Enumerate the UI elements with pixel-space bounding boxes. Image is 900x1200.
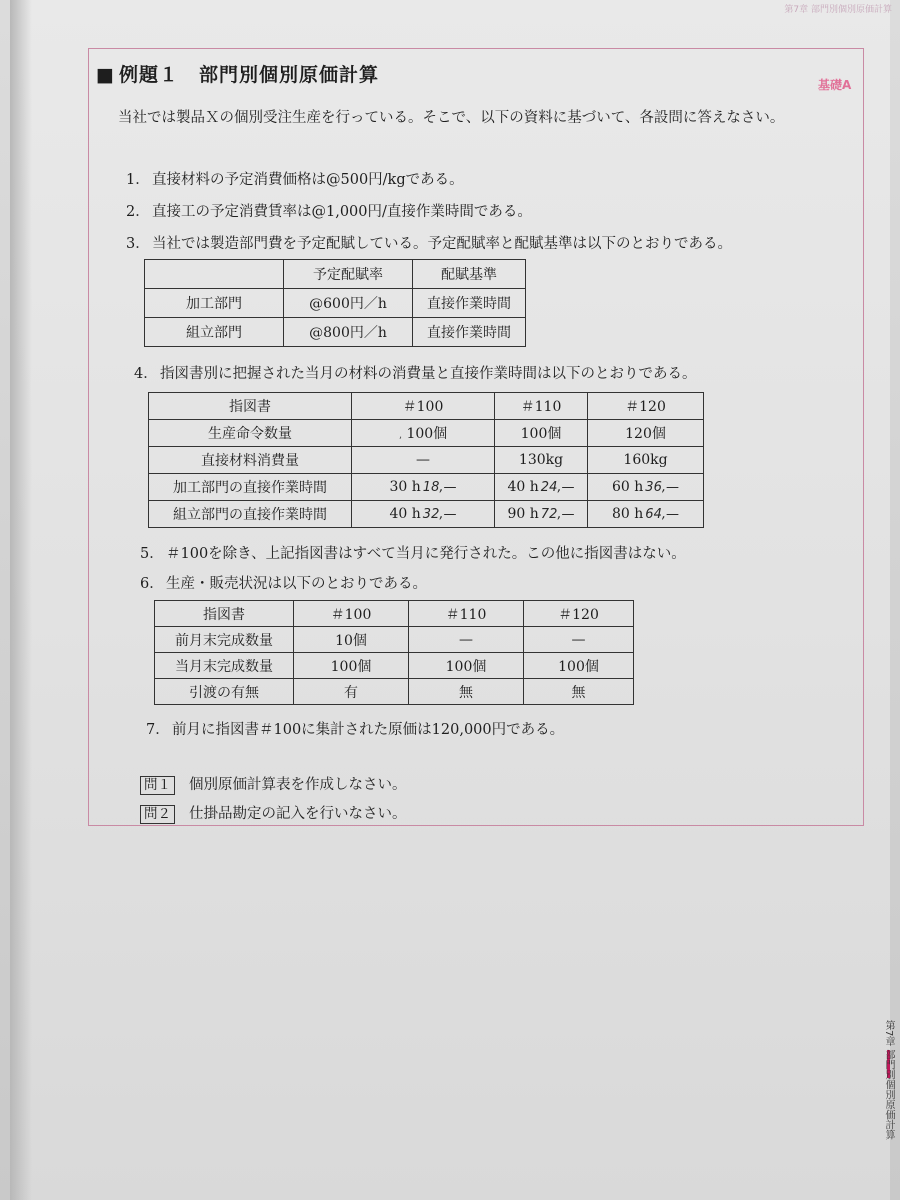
table-row: 直接材料消費量 — 130kg 160kg xyxy=(149,447,704,474)
table-row: 当月末完成数量 100個 100個 100個 xyxy=(155,653,634,679)
question-label-box: 問１ xyxy=(140,776,175,795)
table-header-row: 指図書 ＃100 ＃110 ＃120 xyxy=(149,393,704,420)
table-row: 引渡の有無 有 無 無 xyxy=(155,679,634,705)
square-marker-icon: ■ xyxy=(96,64,115,86)
item-5: 5． ＃100を除き、上記指図書はすべて当月に発行された。この他に指図書はない。 xyxy=(140,546,686,562)
question-1: 問１ 個別原価計算表を作成しなさい。 xyxy=(140,773,407,795)
side-chapter-label: 第7章 部門別個別原価計算 xyxy=(883,1020,894,1140)
running-head: 第7章 部門別個別原価計算 xyxy=(784,5,892,15)
handwritten-note: 24,— xyxy=(540,480,575,495)
table-row: 組立部門 @800円／h 直接作業時間 xyxy=(145,318,526,347)
question-2: 問２ 仕掛品勘定の記入を行いなさい。 xyxy=(140,802,407,824)
example-title xyxy=(96,60,379,87)
table-row: 生産命令数量 , 100個 100個 120個 xyxy=(149,420,704,447)
item-1: 1． 直接材料の予定消費価格は@500円/kgである。 xyxy=(126,172,464,188)
item-3: 3． 当社では製造部門費を予定配賦している。予定配賦率と配賦基準は以下のとおりである。 xyxy=(126,236,732,252)
item-7: 7． 前月に指図書＃100に集計された原価は120,000円である。 xyxy=(146,722,565,738)
table-row: 前月末完成数量 10個 — — xyxy=(155,627,634,653)
item-4: 4． 指図書別に把握された当月の材料の消費量と直接作業時間は以下のとおりである。 xyxy=(134,366,697,382)
intro-text: 当社では製品Ｘの個別受注生産を行っている。そこで、以下の資料に基づいて、各設問に答えなさい。 xyxy=(118,110,785,126)
handwritten-note: 18,— xyxy=(422,480,457,495)
handwritten-note: 72,— xyxy=(540,507,575,522)
table-row: 組立部門の直接作業時間 40 h 32,— 90 h 72,— 80 h 64,— xyxy=(149,501,704,528)
handwritten-note: 36,— xyxy=(645,480,679,495)
level-badge: 基礎A xyxy=(818,78,852,92)
table-row: 加工部門の直接作業時間 30 h 18,— 40 h 24,— 60 h 36,— xyxy=(149,474,704,501)
item-2: 2． 直接工の予定消費賃率は@1,000円/直接作業時間である。 xyxy=(126,204,532,220)
item-6: 6． 生産・販売状況は以下のとおりである。 xyxy=(140,576,427,592)
spine-shadow xyxy=(10,0,32,1200)
allocation-rate-table xyxy=(144,259,526,347)
handwritten-note: 64,— xyxy=(645,507,679,522)
handwritten-note: 32,— xyxy=(422,507,457,522)
table-header-row: 指図書 ＃100 ＃110 ＃120 xyxy=(155,601,634,627)
question-label-box: 問２ xyxy=(140,805,175,824)
usage-table xyxy=(148,392,704,528)
title-text: 例題１ 部門別個別原価計算 xyxy=(118,64,379,86)
table-header-row: 予定配賦率 配賦基準 xyxy=(145,260,526,289)
table-row: 加工部門 @600円／h 直接作業時間 xyxy=(145,289,526,318)
production-status-table xyxy=(154,600,634,705)
